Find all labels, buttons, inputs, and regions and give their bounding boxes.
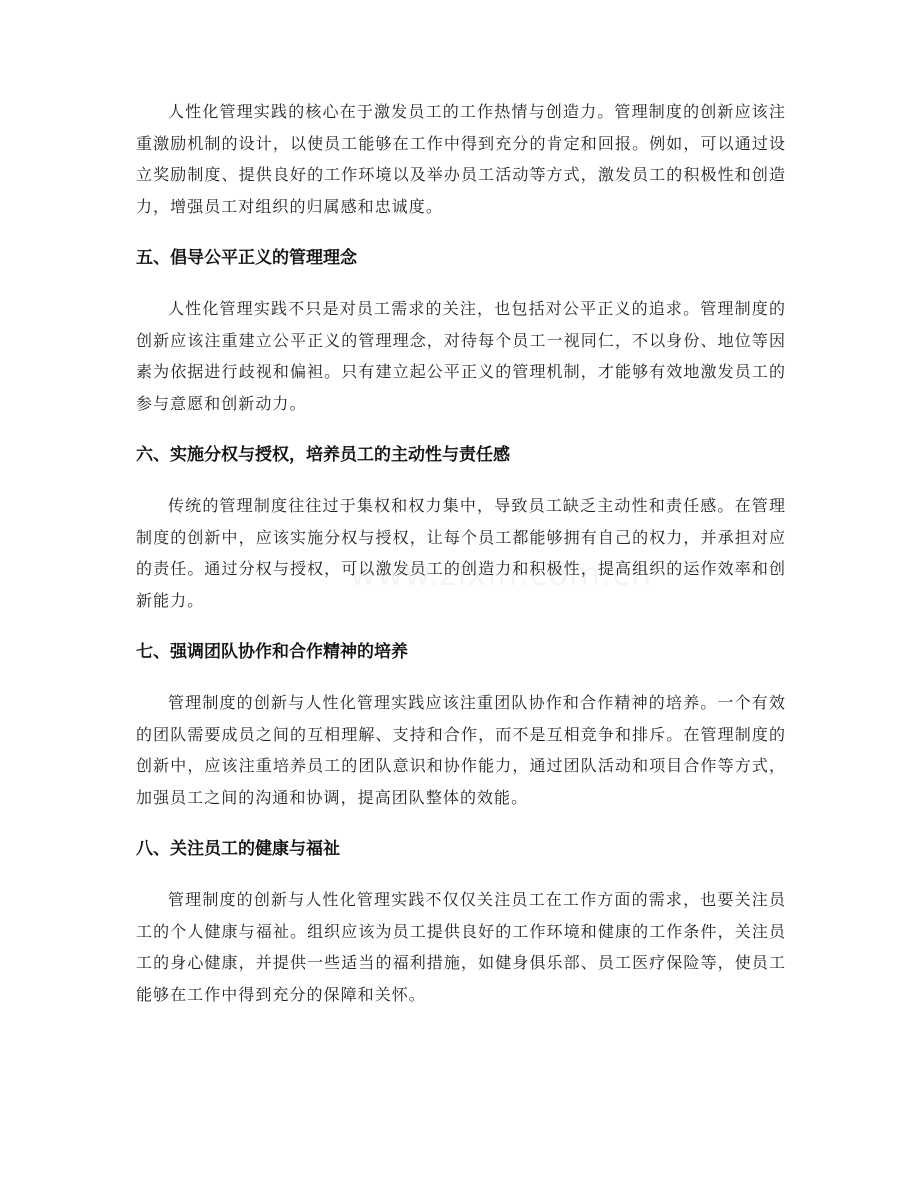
heading-section-7: 七、强调团队协作和合作精神的培养 xyxy=(136,642,408,662)
paragraph-section-5: 人性化管理实践不只是对员工需求的关注，也包括对公平正义的追求。管理制度的创新应该注重建立公平正义的管理理念，对待每个员工一视同仁，不以身份、地位等因素为依据进行歧视和偏袒。只有建立起公平正义的管理机制，才能够有效地激发员工的参与意愿和创新动力。 xyxy=(136,299,786,413)
paragraph-section-6: 传统的管理制度往往过于集权和权力集中，导致员工缺乏主动性和责任感。在管理制度的创新中，应该实施分权与授权，让每个员工都能够拥有自己的权力，并承担对应的责任。通过分权与授权，可以激发员工的创造力和积极性，提高组织的运作效率和创新能力。 xyxy=(136,496,786,610)
paragraph-intro: 人性化管理实践的核心在于激发员工的工作热情与创造力。管理制度的创新应该注重激励机制的设计，以使员工能够在工作中得到充分的肯定和回报。例如，可以通过设立奖励制度、提供良好的工作环境以及举办员工活动等方式，激发员工的积极性和创造力，增强员工对组织的归属感和忠诚度。 xyxy=(136,102,786,216)
heading-section-5: 五、倡导公平正义的管理理念 xyxy=(136,248,357,268)
paragraph-section-8: 管理制度的创新与人性化管理实践不仅仅关注员工在工作方面的需求，也要关注员工的个人健康与福祉。组织应该为员工提供良好的工作环境和健康的工作条件，关注员工的身心健康，并提供一些适当的福利措施，如健身俱乐部、员工医疗保险等，使员工能够在工作中得到充分的保障和关怀。 xyxy=(136,890,786,1004)
document-body xyxy=(136,96,786,1034)
heading-section-6: 六、实施分权与授权，培养员工的主动性与责任感 xyxy=(136,445,510,465)
paragraph-section-7: 管理制度的创新与人性化管理实践应该注重团队协作和合作精神的培养。一个有效的团队需要成员之间的互相理解、支持和合作，而不是互相竞争和排斥。在管理制度的创新中，应该注重培养员工的团队意识和协作能力，通过团队活动和项目合作等方式，加强员工之间的沟通和协调，提高团队整体的效能。 xyxy=(136,693,786,807)
heading-section-8: 八、关注员工的健康与福祉 xyxy=(136,839,340,859)
